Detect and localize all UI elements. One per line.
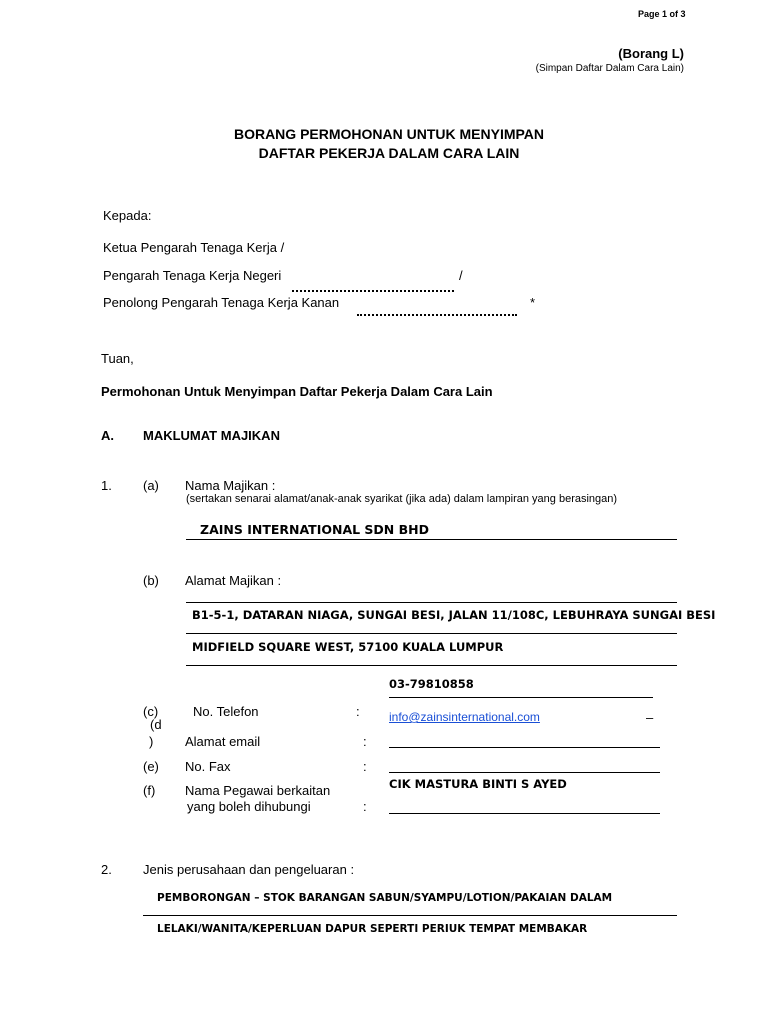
employer-address-line2: MIDFIELD SQUARE WEST, 57100 KUALA LUMPUR [192,640,504,654]
addressee-line3: Penolong Pengarah Tenaga Kerja Kanan [103,295,340,310]
phone-value: 03-79810858 [389,677,474,691]
addressee-line2: Pengarah Tenaga Kerja Negeri [103,268,282,283]
contact-officer-underline [389,813,660,814]
email-underline [389,747,660,748]
item1a-letter: (a) [143,478,159,493]
email-label: Alamat email [185,734,261,749]
office-fill-line [357,314,517,316]
addressee-line2-suffix: / [459,268,463,283]
item1-number: 1. [101,478,112,493]
item1d-letter-part1: (d [150,717,162,732]
fax-colon: : [363,759,367,774]
email-dash: – [646,710,654,725]
item1d-letter-part2: ) [149,734,154,749]
employer-name-label: Nama Majikan : [185,478,276,493]
form-code: (Borang L) [618,46,684,61]
state-fill-line [292,290,454,292]
phone-underline [389,697,653,698]
phone-colon: : [356,704,360,719]
email-colon: : [363,734,367,749]
fax-label: No. Fax [185,759,231,774]
email-link[interactable]: info@zainsinternational.com [389,710,540,724]
address-line-rule-3 [186,665,677,666]
addressee-line1: Ketua Pengarah Tenaga Kerja / [103,240,285,255]
phone-label: No. Telefon [193,704,259,719]
section-a-heading: MAKLUMAT MAJIKAN [143,428,280,443]
kepada-label: Kepada: [103,208,152,223]
business-type-label: Jenis perusahaan dan pengeluaran : [143,862,355,877]
addressee-line3-suffix: * [530,295,536,310]
form-subtitle: (Simpan Daftar Dalam Cara Lain) [535,63,684,74]
business-type-value-line2: LELAKI/WANITA/KEPERLUAN DAPUR SEPERTI PERIUK TEMPAT MEMBAKAR [157,923,588,935]
address-line-rule-2 [186,633,677,634]
form-title-line2: DAFTAR PEKERJA DALAM CARA LAIN [258,145,520,161]
contact-officer-label-line2: yang boleh dihubungi [187,799,311,814]
subject-line: Permohonan Untuk Menyimpan Daftar Pekerja Dalam Cara Lain [101,384,493,399]
page-indicator: Page 1 of 3 [638,9,686,19]
contact-officer-label-line1: Nama Pegawai berkaitan [185,783,331,798]
employer-address-label: Alamat Majikan : [185,573,282,588]
salutation: Tuan, [101,351,134,366]
contact-officer-colon: : [363,799,367,814]
fax-underline [389,772,660,773]
business-type-value-line1: PEMBORONGAN – STOK BARANGAN SABUN/SYAMPU/LOTION/PAKAIAN DALAM [157,892,613,904]
employer-address-line1: B1-5-1, DATARAN NIAGA, SUNGAI BESI, JALAN 11/108C, LEBUHRAYA SUNGAI BESI [192,608,716,622]
form-title-line1: BORANG PERMOHONAN UNTUK MENYIMPAN [233,126,545,142]
item2-number: 2. [101,862,112,877]
contact-officer-value: CIK MASTURA BINTI S AYED [389,777,567,791]
employer-name-note: (sertakan senarai alamat/anak-anak syarikat (jika ada) dalam lampiran yang berasingan) [186,493,618,505]
business-type-underline [143,915,677,916]
address-line-rule-1 [186,602,677,603]
employer-name-underline [186,539,677,540]
item1f-letter: (f) [143,783,156,798]
item1c-letter: (c) [143,704,159,719]
section-a-letter: A. [101,428,114,443]
item1e-letter: (e) [143,759,159,774]
item1b-letter: (b) [143,573,159,588]
employer-name-value: ZAINS INTERNATIONAL SDN BHD [200,522,429,537]
